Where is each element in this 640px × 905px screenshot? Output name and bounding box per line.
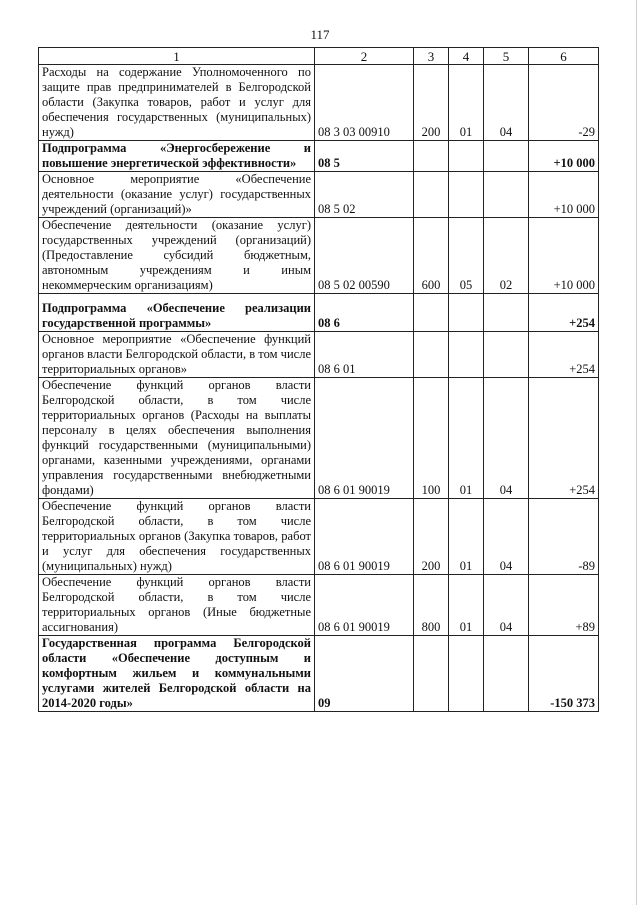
row-section: 01 <box>449 65 484 141</box>
header-cell-col2: 2 <box>315 48 414 65</box>
row-classification-code: 08 6 01 <box>315 332 414 378</box>
row-amount: -150 373 <box>529 636 599 712</box>
row-expense-type: 600 <box>414 218 449 294</box>
row-classification-code: 08 5 02 <box>315 172 414 218</box>
row-description: Основное мероприятие «Обеспечение деятельности (оказание услуг) государственных учреждений (организаций)» <box>39 172 315 218</box>
row-amount: +10 000 <box>529 218 599 294</box>
header-cell-col1: 1 <box>39 48 315 65</box>
row-description: Подпрограмма «Энергосбережение и повышение энергетической эффективности» <box>39 141 315 172</box>
table-row <box>39 294 599 332</box>
row-section <box>449 294 484 332</box>
row-amount: -89 <box>529 499 599 575</box>
row-classification-code: 09 <box>315 636 414 712</box>
row-classification-code: 08 3 03 00910 <box>315 65 414 141</box>
row-expense-type <box>414 141 449 172</box>
row-amount: +254 <box>529 294 599 332</box>
row-classification-code: 08 6 01 90019 <box>315 575 414 636</box>
row-subsection: 04 <box>484 575 529 636</box>
row-section <box>449 172 484 218</box>
row-expense-type <box>414 172 449 218</box>
table-row <box>39 218 599 294</box>
header-cell-col3: 3 <box>414 48 449 65</box>
row-description: Обеспечение функций органов власти Белгородской области, в том числе территориальных органов (Иные бюджетные ассигнования) <box>39 575 315 636</box>
row-description: Обеспечение функций органов власти Белгородской области, в том числе территориальных органов (Расходы на выплаты персоналу в целях обеспечения выполнения функций государственными (муниципальными) органами, казенными учреждениями, органами управления государственными внебюджетными фондами) <box>39 378 315 499</box>
row-subsection <box>484 172 529 218</box>
row-subsection <box>484 636 529 712</box>
row-expense-type: 200 <box>414 65 449 141</box>
page-number: 117 <box>310 27 330 42</box>
row-section: 01 <box>449 499 484 575</box>
row-classification-code: 08 6 01 90019 <box>315 499 414 575</box>
row-amount: +254 <box>529 332 599 378</box>
table-row <box>39 499 599 575</box>
row-amount: +10 000 <box>529 141 599 172</box>
table-row <box>39 575 599 636</box>
row-amount: -29 <box>529 65 599 141</box>
page-edge-line <box>636 0 637 905</box>
row-section: 01 <box>449 378 484 499</box>
header-cell-col5: 5 <box>484 48 529 65</box>
row-amount: +10 000 <box>529 172 599 218</box>
row-classification-code: 08 5 02 00590 <box>315 218 414 294</box>
row-expense-type: 100 <box>414 378 449 499</box>
row-expense-type <box>414 636 449 712</box>
table-row <box>39 141 599 172</box>
budget-table <box>38 47 599 712</box>
table-row <box>39 65 599 141</box>
row-expense-type: 200 <box>414 499 449 575</box>
row-amount: +254 <box>529 378 599 499</box>
row-expense-type: 800 <box>414 575 449 636</box>
header-cell-col6: 6 <box>529 48 599 65</box>
row-subsection <box>484 141 529 172</box>
table-row <box>39 172 599 218</box>
row-description: Основное мероприятие «Обеспечение функций органов власти Белгородской области, в том числе территориальных органов» <box>39 332 315 378</box>
header-cell-col4: 4 <box>449 48 484 65</box>
row-subsection: 04 <box>484 65 529 141</box>
row-description: Государственная программа Белгородской области «Обеспечение доступным и комфортным жильем и коммунальными услугами жителей Белгородской области на 2014-2020 годы» <box>39 636 315 712</box>
row-expense-type <box>414 294 449 332</box>
row-section <box>449 636 484 712</box>
table-header-row <box>39 48 599 65</box>
table-row <box>39 332 599 378</box>
row-subsection: 04 <box>484 378 529 499</box>
row-description: Обеспечение деятельности (оказание услуг) государственных учреждений (организаций) (Предоставление субсидий бюджетным, автономным учреждениям и иным некоммерческим организациям) <box>39 218 315 294</box>
row-classification-code: 08 6 01 90019 <box>315 378 414 499</box>
row-classification-code: 08 6 <box>315 294 414 332</box>
row-expense-type <box>414 332 449 378</box>
table-row <box>39 378 599 499</box>
row-classification-code: 08 5 <box>315 141 414 172</box>
row-section: 01 <box>449 575 484 636</box>
row-section: 05 <box>449 218 484 294</box>
row-description: Обеспечение функций органов власти Белгородской области, в том числе территориальных органов (Закупка товаров, работ и услуг для обеспечения государственных (муниципальных) нужд) <box>39 499 315 575</box>
row-description: Подпрограмма «Обеспечение реализации государственной программы» <box>39 294 315 332</box>
row-section <box>449 141 484 172</box>
row-description: Расходы на содержание Уполномоченного по защите прав предпринимателей в Белгородской области (Закупка товаров, работ и услуг для обеспечения государственных (муниципальных) нужд) <box>39 65 315 141</box>
row-subsection: 04 <box>484 499 529 575</box>
row-subsection <box>484 294 529 332</box>
row-subsection <box>484 332 529 378</box>
row-subsection: 02 <box>484 218 529 294</box>
row-section <box>449 332 484 378</box>
table-row <box>39 636 599 712</box>
row-amount: +89 <box>529 575 599 636</box>
